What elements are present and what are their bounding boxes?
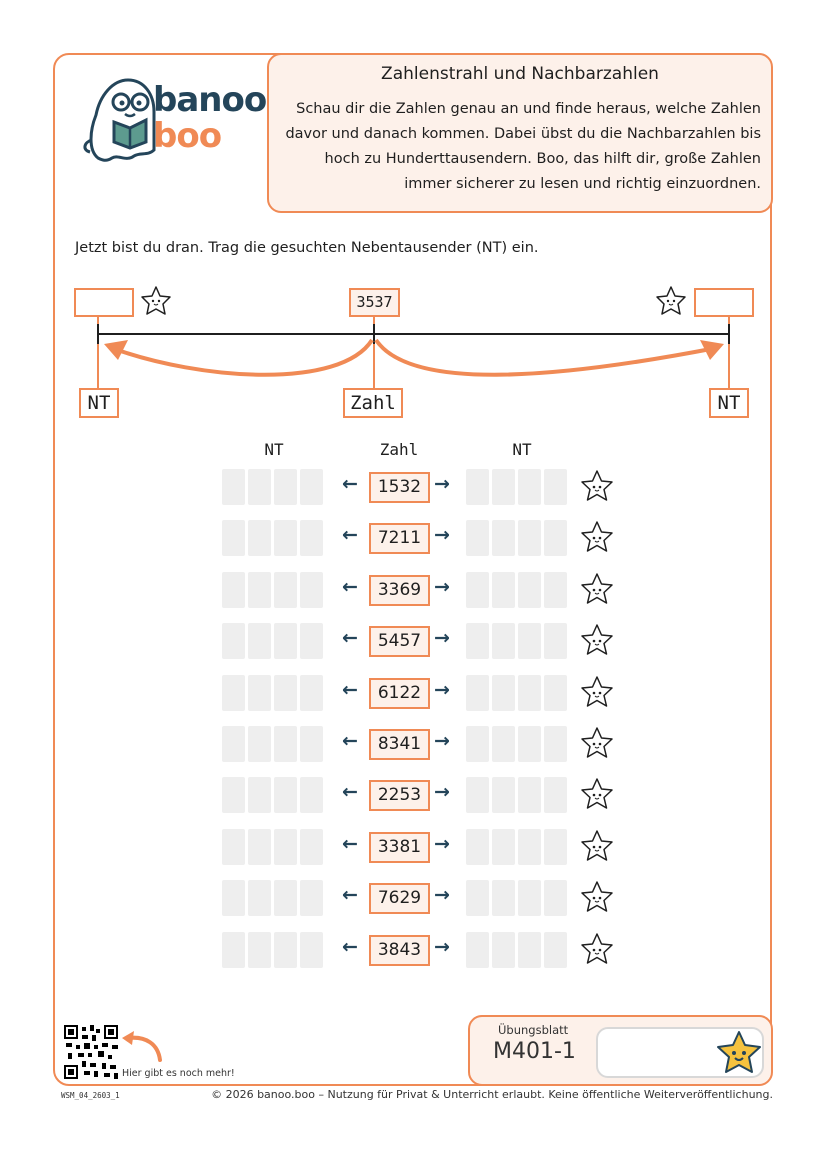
nt-left-digit-cell[interactable] [274,829,297,865]
table-row [222,880,622,916]
nt-left-digit-cell[interactable] [248,932,271,968]
sheet-id: WSM_04_2603_1 [61,1091,120,1100]
nt-left-digit-cell[interactable] [274,932,297,968]
nt-right-digit-cell[interactable] [518,880,541,916]
nt-left-digit-cell[interactable] [274,777,297,813]
nt-right-digit-cell[interactable] [518,469,541,505]
nt-left-digit-cell[interactable] [274,880,297,916]
left-arrow-icon: ← [342,832,358,855]
table-row [222,829,622,865]
sheet-info-panel [468,1015,773,1086]
star-icon[interactable] [579,520,615,554]
example-number: 3537 [349,288,400,317]
nt-right-digit-cell[interactable] [544,932,567,968]
right-arrow-icon: → [434,575,450,598]
nt-right-digit-cell[interactable] [492,520,515,556]
nt-right-digit-cell[interactable] [492,726,515,762]
curved-arrow-icon [118,1030,168,1066]
right-arrow-icon: → [434,627,450,650]
star-icon[interactable] [579,675,615,709]
nt-right-digit-cell[interactable] [518,623,541,659]
nt-left-digit-cell[interactable] [300,932,323,968]
nt-right-digit-cell[interactable] [492,880,515,916]
nt-left-digit-cell[interactable] [222,623,245,659]
nt-right-digit-cell[interactable] [492,623,515,659]
nt-right-digit-cell[interactable] [466,572,489,608]
nt-left-digit-cell[interactable] [274,572,297,608]
nt-left-digit-cell[interactable] [300,675,323,711]
left-arrow-icon: ← [342,935,358,958]
table-row [222,675,622,711]
table-row [222,726,622,762]
table-row [222,777,622,813]
instruction-text: Jetzt bist du dran. Trag die gesuchten Nebentausender (NT) ein. [75,240,539,256]
left-arrow-icon: ← [342,781,358,804]
star-icon[interactable] [579,777,615,811]
label-zahl: Zahl [343,388,403,418]
copyright-text: © 2026 banoo.boo – Nutzung für Privat & Unterricht erlaubt. Keine öffentliche Weiterveröffentlichung. [211,1088,773,1101]
nt-right-digit-cell[interactable] [544,520,567,556]
given-number: 7629 [369,883,430,914]
left-arrow-icon: ← [342,730,358,752]
nt-right-digit-cell[interactable] [466,623,489,659]
nt-right-digit-cell[interactable] [544,623,567,659]
given-number: 2253 [369,780,430,811]
left-arrow-icon: ← [342,627,358,650]
nt-right-digit-cell[interactable] [466,932,489,968]
star-icon[interactable] [579,829,615,863]
nt-left-digit-cell[interactable] [300,880,323,916]
star-icon[interactable] [579,726,615,760]
star-icon[interactable] [579,932,615,966]
given-number: 7211 [369,523,430,554]
nt-left-digit-cell[interactable] [300,469,323,505]
table-row [222,572,622,608]
nt-right-digit-cell[interactable] [466,520,489,556]
nt-left-digit-cell[interactable] [222,572,245,608]
nt-left-digit-cell[interactable] [222,880,245,916]
nt-right-digit-cell[interactable] [518,520,541,556]
nt-left-digit-cell[interactable] [248,469,271,505]
nt-right-digit-cell[interactable] [518,572,541,608]
nt-left-digit-cell[interactable] [300,572,323,608]
right-arrow-icon: → [434,781,450,804]
nt-right-digit-cell[interactable] [492,777,515,813]
nt-left-digit-cell[interactable] [222,829,245,865]
nt-left-digit-cell[interactable] [300,829,323,865]
nt-right-digit-cell[interactable] [466,880,489,916]
nt-left-digit-cell[interactable] [248,880,271,916]
sheet-code: M401-1 [493,1039,576,1064]
left-arrow-icon: ← [342,575,358,598]
label-nt-right: NT [709,388,749,418]
nt-left-digit-cell[interactable] [248,572,271,608]
qr-caption: Hier gibt es noch mehr! [122,1068,235,1079]
page-description: Schau dir die Zahlen genau an und finde heraus, welche Zahlen davor und danach kommen. Dabei übst du die Nachbarzahlen bis hoch zu Hunderttausendern. Boo, das hilft dir, große Zahlen immer sicherer zu lesen und richtig einzuordnen. [285,101,761,192]
nt-left-digit-cell[interactable] [274,675,297,711]
given-number: 3369 [369,575,430,606]
right-arrow-icon: → [434,678,450,701]
nt-left-digit-cell[interactable] [248,829,271,865]
nt-right-digit-cell[interactable] [466,469,489,505]
example-left-answer-box[interactable] [74,288,134,317]
name-field[interactable] [596,1027,764,1078]
star-icon[interactable] [579,572,615,606]
nt-right-digit-cell[interactable] [466,726,489,762]
column-header-nt-right: NT [512,440,532,459]
nt-right-digit-cell[interactable] [518,829,541,865]
nt-right-digit-cell[interactable] [518,777,541,813]
star-icon[interactable] [579,623,615,657]
nt-right-digit-cell[interactable] [544,777,567,813]
reward-star-icon [714,1029,764,1077]
given-number: 8341 [369,729,430,760]
nt-left-digit-cell[interactable] [300,520,323,556]
nt-right-digit-cell[interactable] [492,469,515,505]
right-arrow-icon: → [434,935,450,958]
nt-left-digit-cell[interactable] [248,726,271,762]
right-arrow-icon: → [434,884,450,907]
nt-right-digit-cell[interactable] [466,777,489,813]
nt-right-digit-cell[interactable] [492,572,515,608]
nt-left-digit-cell[interactable] [274,520,297,556]
nt-right-digit-cell[interactable] [544,572,567,608]
nt-left-digit-cell[interactable] [222,726,245,762]
left-arrow-icon: ← [342,678,358,701]
nt-left-digit-cell[interactable] [222,777,245,813]
example-right-answer-box[interactable] [694,288,754,317]
left-arrow-icon: ← [342,524,358,547]
given-number: 3843 [369,935,430,966]
logo-word-banoo: banoo [153,80,267,120]
nt-right-digit-cell[interactable] [518,726,541,762]
given-number: 5457 [369,626,430,657]
nt-left-digit-cell[interactable] [222,932,245,968]
nt-left-digit-cell[interactable] [248,777,271,813]
nt-left-digit-cell[interactable] [300,623,323,659]
nt-left-digit-cell[interactable] [248,675,271,711]
right-arrow-icon: → [434,473,450,495]
nt-left-digit-cell[interactable] [300,777,323,813]
table-row [222,623,622,659]
nt-right-digit-cell[interactable] [492,932,515,968]
column-header-zahl: Zahl [379,440,419,459]
table-row [222,469,622,505]
star-icon[interactable] [579,880,615,914]
table-row [222,932,622,968]
star-icon[interactable] [579,469,615,503]
column-header-nt-left: NT [264,440,284,459]
nt-right-digit-cell[interactable] [466,829,489,865]
label-nt-left: NT [79,388,119,418]
nt-left-digit-cell[interactable] [248,623,271,659]
sheet-label: Übungsblatt [498,1023,569,1037]
given-number: 3381 [369,832,430,863]
nt-right-digit-cell[interactable] [518,675,541,711]
left-arrow-icon: ← [342,884,358,907]
nt-right-digit-cell[interactable] [466,675,489,711]
nt-right-digit-cell[interactable] [544,829,567,865]
qr-code-icon [64,1025,118,1079]
logo-word-boo: boo [153,116,222,156]
right-arrow-icon: → [434,832,450,855]
nt-right-digit-cell[interactable] [518,932,541,968]
right-arrow-icon: → [434,730,450,752]
nt-right-digit-cell[interactable] [544,675,567,711]
nt-right-digit-cell[interactable] [544,880,567,916]
nt-left-digit-cell[interactable] [222,675,245,711]
nt-right-digit-cell[interactable] [544,726,567,762]
table-row [222,520,622,556]
nt-left-digit-cell[interactable] [222,469,245,505]
nt-left-digit-cell[interactable] [248,520,271,556]
nt-left-digit-cell[interactable] [222,520,245,556]
header-panel [267,53,773,213]
nt-right-digit-cell[interactable] [544,469,567,505]
nt-left-digit-cell[interactable] [274,726,297,762]
left-arrow-icon: ← [342,473,358,495]
right-arrow-icon: → [434,524,450,547]
nt-left-digit-cell[interactable] [274,469,297,505]
page-title: Zahlenstrahl und Nachbarzahlen [381,64,659,84]
nt-left-digit-cell[interactable] [300,726,323,762]
given-number: 1532 [369,472,430,503]
nt-left-digit-cell[interactable] [274,623,297,659]
given-number: 6122 [369,678,430,709]
nt-right-digit-cell[interactable] [492,675,515,711]
nt-right-digit-cell[interactable] [492,829,515,865]
